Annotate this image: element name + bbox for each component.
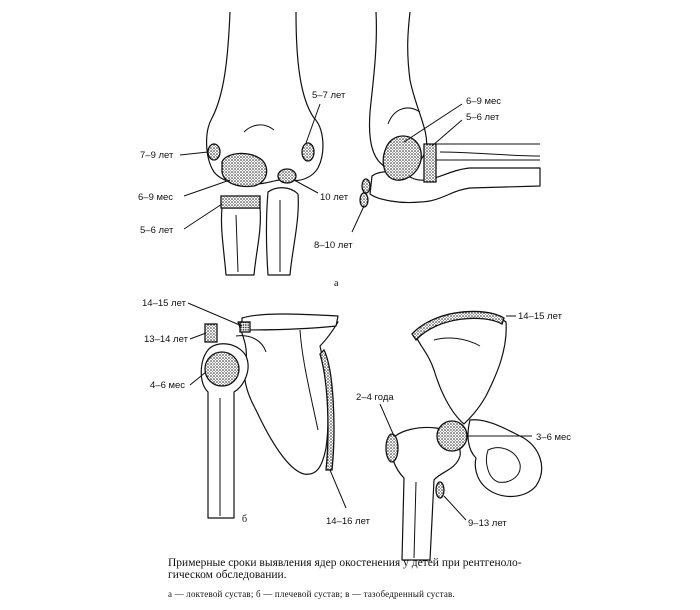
acromion — [242, 314, 338, 330]
elbow-lateral-view — [314, 12, 540, 251]
nucleus-acromion — [240, 322, 250, 332]
nucleus-femoral-head — [437, 421, 467, 451]
leader-a-lat-5-6 — [432, 120, 462, 146]
label-a-7-9: 7–9 лет — [140, 150, 174, 161]
nucleus-capitellum — [222, 153, 267, 186]
nucleus-radial-head-lateral — [424, 144, 436, 182]
nucleus-olecranon-b — [360, 193, 368, 207]
scapula — [238, 322, 338, 474]
label-b-14-15: 14–15 лет — [142, 298, 186, 309]
label-a-10: 10 лет — [320, 192, 349, 203]
figure-caption — [168, 557, 598, 581]
nucleus-medial-epicondyle — [208, 144, 220, 160]
nucleus-trochlea — [278, 169, 296, 183]
panel-letter-b: б — [242, 514, 248, 525]
hip-view — [356, 311, 571, 560]
radius-front — [221, 208, 260, 275]
caption-line-2: гическом обследовании. — [168, 569, 287, 581]
leader-a-10 — [294, 180, 318, 193]
label-a-8-10: 8–10 лет — [314, 240, 353, 251]
nucleus-lesser-trochanter — [436, 482, 444, 498]
leader-a-8-10 — [352, 206, 364, 232]
leader-c-9-13 — [444, 496, 466, 520]
label-a-5-7: 5–7 лет — [312, 90, 346, 101]
caption-line-1: Примерные сроки выявления ядер окостенения у детей при рентгеноло- — [168, 557, 522, 569]
label-a-5-6: 5–6 лет — [140, 225, 174, 236]
panel-letter-a: а — [334, 278, 339, 289]
nucleus-capitellum-lateral — [383, 136, 421, 180]
label-a-lat-6-9-mes: 6–9 мес — [466, 96, 502, 107]
nucleus-olecranon-a — [362, 179, 370, 193]
nucleus-humeral-head — [205, 352, 239, 386]
nucleus-lateral-epicondyle — [302, 143, 314, 161]
label-b-14-16: 14–16 лет — [326, 516, 370, 527]
label-c-2-4: 2–4 года — [356, 392, 394, 403]
label-b-13-14: 13–14 лет — [144, 334, 188, 345]
shoulder-view — [142, 298, 371, 527]
label-b-4-6-mes: 4–6 мес — [150, 380, 186, 391]
leader-a-5-6 — [184, 204, 222, 229]
leader-c-2-4 — [380, 404, 394, 436]
leader-a-6-9-mes — [184, 180, 230, 196]
forearm-mid-line — [440, 152, 540, 156]
label-c-14-15: 14–15 лет — [518, 311, 562, 322]
nucleus-greater-trochanter — [386, 434, 398, 462]
pubis-ischium — [468, 420, 542, 497]
ulna-front — [267, 188, 299, 275]
leader-b-13-14 — [190, 333, 206, 339]
leader-a-7-9 — [180, 152, 208, 155]
label-c-9-13: 9–13 лет — [468, 518, 507, 529]
label-a-6-9-mes: 6–9 мес — [138, 192, 174, 203]
figure-legend: а — локтевой сустав; б — плечевой сустав; в — тазобедренный сустав. — [168, 589, 455, 599]
label-a-lat-5-6: 5–6 лет — [466, 112, 500, 123]
leader-b-14-16 — [330, 470, 346, 508]
leader-b-14-15 — [188, 303, 242, 326]
label-c-3-6-mes: 3–6 мес — [536, 432, 572, 443]
elbow-frontal-view — [138, 12, 349, 275]
nucleus-greater-tubercle — [205, 324, 217, 342]
nucleus-radial-head — [221, 196, 260, 208]
